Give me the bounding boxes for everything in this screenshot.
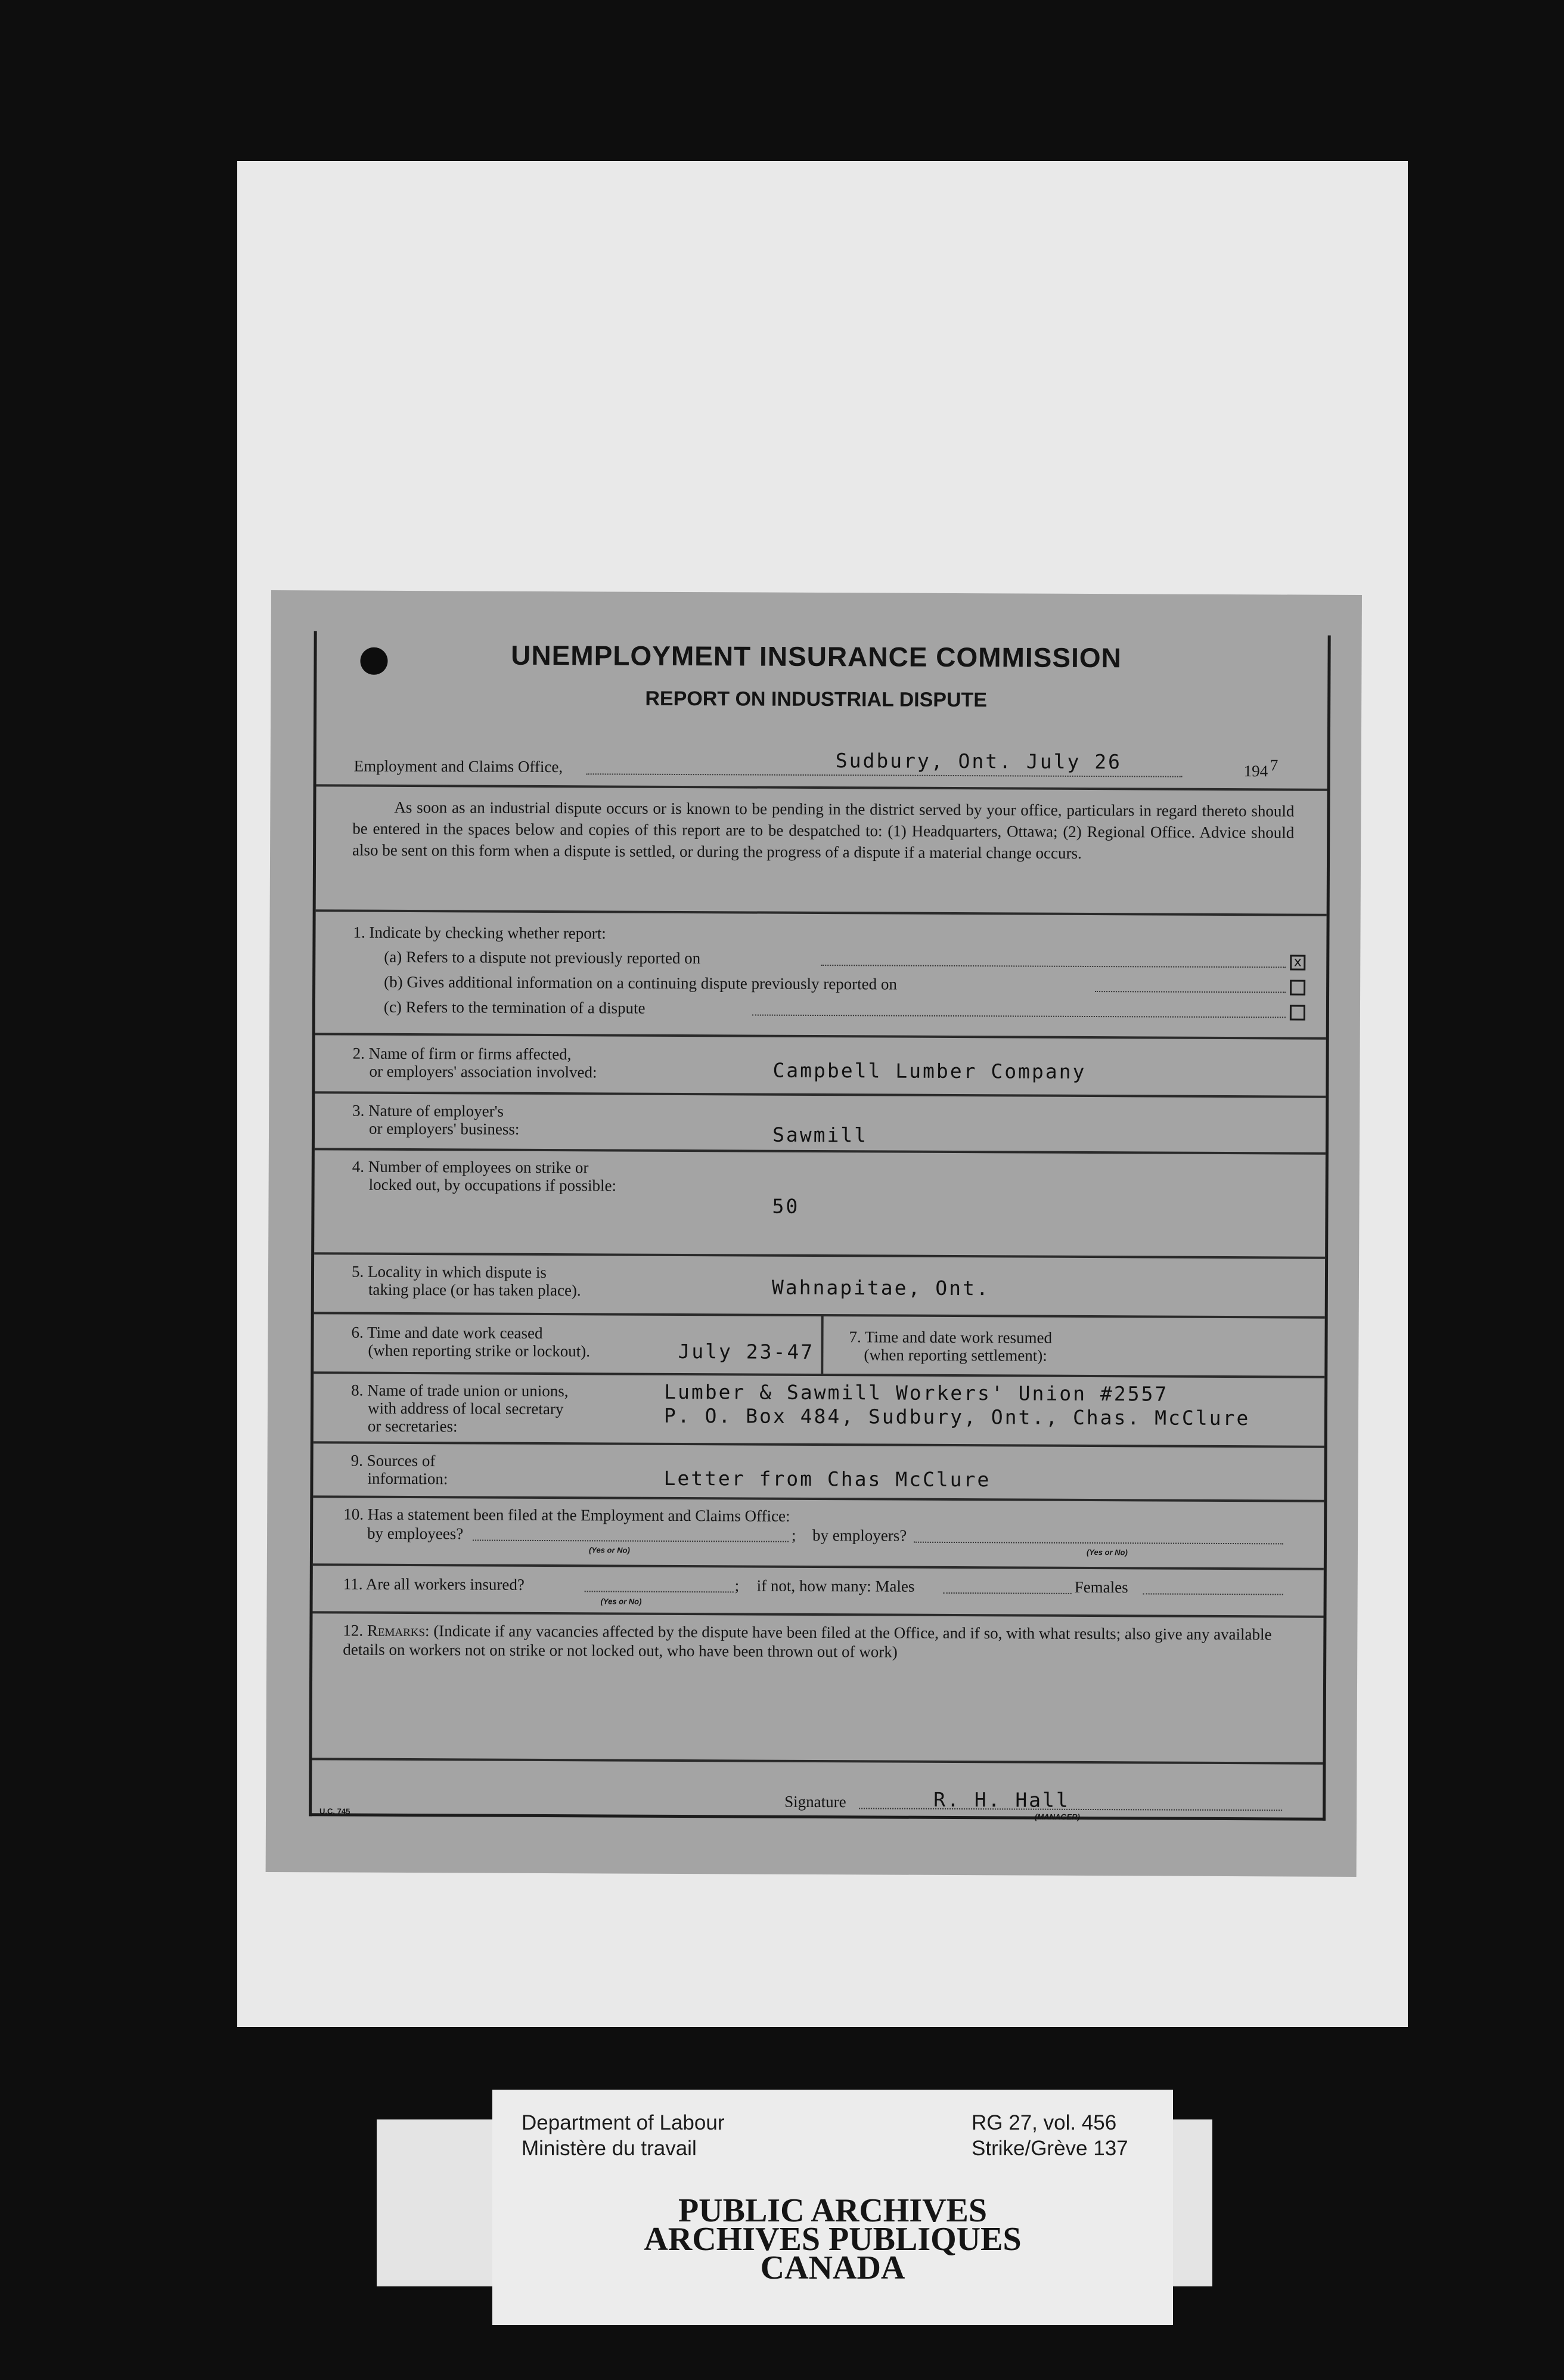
q3-label-2: or employers' business: [368,1119,520,1138]
q1-checkbox-b[interactable] [1290,980,1305,995]
signature-role: (MANAGER) [1035,1812,1080,1821]
q1-label: 1. Indicate by checking whether report: [353,923,606,943]
archives-line-1: PUBLIC ARCHIVES [678,2192,988,2229]
q2-label-1: 2. Name of firm or firms affected, [352,1044,572,1064]
archives-line-2: ARCHIVES PUBLIQUES [644,2221,1022,2258]
q1-option-b: (b) Gives additional information on a continuing dispute previously reported on [384,972,898,993]
q1-checkbox-a[interactable]: x [1290,955,1305,970]
q12-instructions: (Indicate if any vacancies affected by the dispute have been filed at the Office, and if so, with what results; also give any available details on workers not on strike or not locked out, who have been thrown out of work) [343,1622,1272,1661]
year-prefix: 194 [1243,762,1268,780]
q6-q7-separator [821,1316,823,1374]
q4-label-2: locked out, by occupations if possible: [368,1175,617,1195]
q9-answer: Letter from Chas McClure [663,1466,991,1492]
q6-answer: July 23-47 [678,1339,815,1363]
office-label: Employment and Claims Office, [353,757,563,776]
q5-label-2: taking place (or has taken place). [368,1280,581,1300]
year-suffix: 7 [1270,756,1278,774]
q10-separator: ; [792,1526,796,1544]
signature-label: Signature [784,1792,846,1811]
q6-label-2: (when reporting strike or lockout). [368,1341,591,1361]
signature-name: R. H. Hall [933,1787,1070,1812]
q8-label-1: 8. Name of trade union or unions, [351,1381,569,1400]
q10-by-employees-label: by employees? [367,1524,464,1543]
q10-by-employers-label: by employers? [812,1526,907,1545]
q7-label-1: 7. Time and date work resumed [849,1328,1053,1347]
q11-separator: ; [734,1576,740,1595]
q5-answer: Wahnapitae, Ont. [771,1275,990,1300]
q4-answer: 50 [772,1194,800,1218]
q12-remarks [343,1621,1290,1663]
form-title: UNEMPLOYMENT INSURANCE COMMISSION [511,639,1122,674]
q6-label-1: 6. Time and date work ceased [351,1323,543,1342]
q2-label-2: or employers' association involved: [369,1062,597,1081]
q12-label: 12. Remarks: [343,1621,430,1640]
q8-label-2: with address of local secretary [367,1399,564,1418]
q10-yes-no-hint-2: (Yes or No) [1086,1547,1128,1557]
q3-label-1: 3. Nature of employer's [352,1101,504,1120]
q1-option-a: (a) Refers to a dispute not previously reported on [384,947,701,968]
q9-label-1: 9. Sources of [350,1451,436,1470]
q11-yes-no-hint: (Yes or No) [600,1597,642,1606]
q8-label-3: or secretaries: [367,1417,458,1436]
q9-label-2: information: [367,1469,448,1488]
q1-checkbox-c[interactable] [1290,1005,1305,1020]
q11-females-label: Females [1074,1578,1128,1597]
form-subtitle: REPORT ON INDUSTRIAL DISPUTE [645,687,988,712]
form-code: U.C. 745 [319,1806,350,1816]
q11-label: 11. Are all workers insured? [343,1575,525,1594]
strike-number: Strike/Grève 137 [972,2137,1128,2160]
q10-label: 10. Has a statement been filed at the Employment and Claims Office: [343,1505,790,1525]
q2-answer: Campbell Lumber Company [772,1058,1087,1083]
q10-yes-no-hint-1: (Yes or No) [588,1545,630,1555]
q5-label-1: 5. Locality in which dispute is [351,1262,547,1282]
q3-answer: Sawmill [772,1123,868,1147]
q1-option-c: (c) Refers to the termination of a dispute [383,997,646,1017]
q8-answer-2: P. O. Box 484, Sudbury, Ont., Chas. McClure [663,1403,1250,1430]
dept-french: Ministère du travail [522,2137,697,2160]
instructions: As soon as an industrial dispute occurs or is known to be pending in the district served by your office, particulars in regard thereto should be entered in the spaces below and copies of this report are to be despatched to: (1) Headquarters, Ottawa; (2) Regional Office. Advice should also be sent on this form when a dispute is settled, or during the progress of a dispute if a material change occurs. [352,798,1295,862]
q11-males-label: if not, how many: Males [756,1576,915,1595]
q4-label-1: 4. Number of employees on strike or [352,1157,589,1177]
archives-line-3: CANADA [760,2249,905,2286]
q8-answer-1: Lumber & Sawmill Workers' Union #2557 [664,1380,1169,1406]
q7-label-2: (when reporting settlement): [864,1346,1047,1365]
dispute-report-form [266,590,1362,1877]
office-value: Sudbury, Ont. July 26 [835,749,1122,774]
dept-english: Department of Labour [522,2111,725,2134]
record-group-ref: RG 27, vol. 456 [972,2111,1117,2134]
